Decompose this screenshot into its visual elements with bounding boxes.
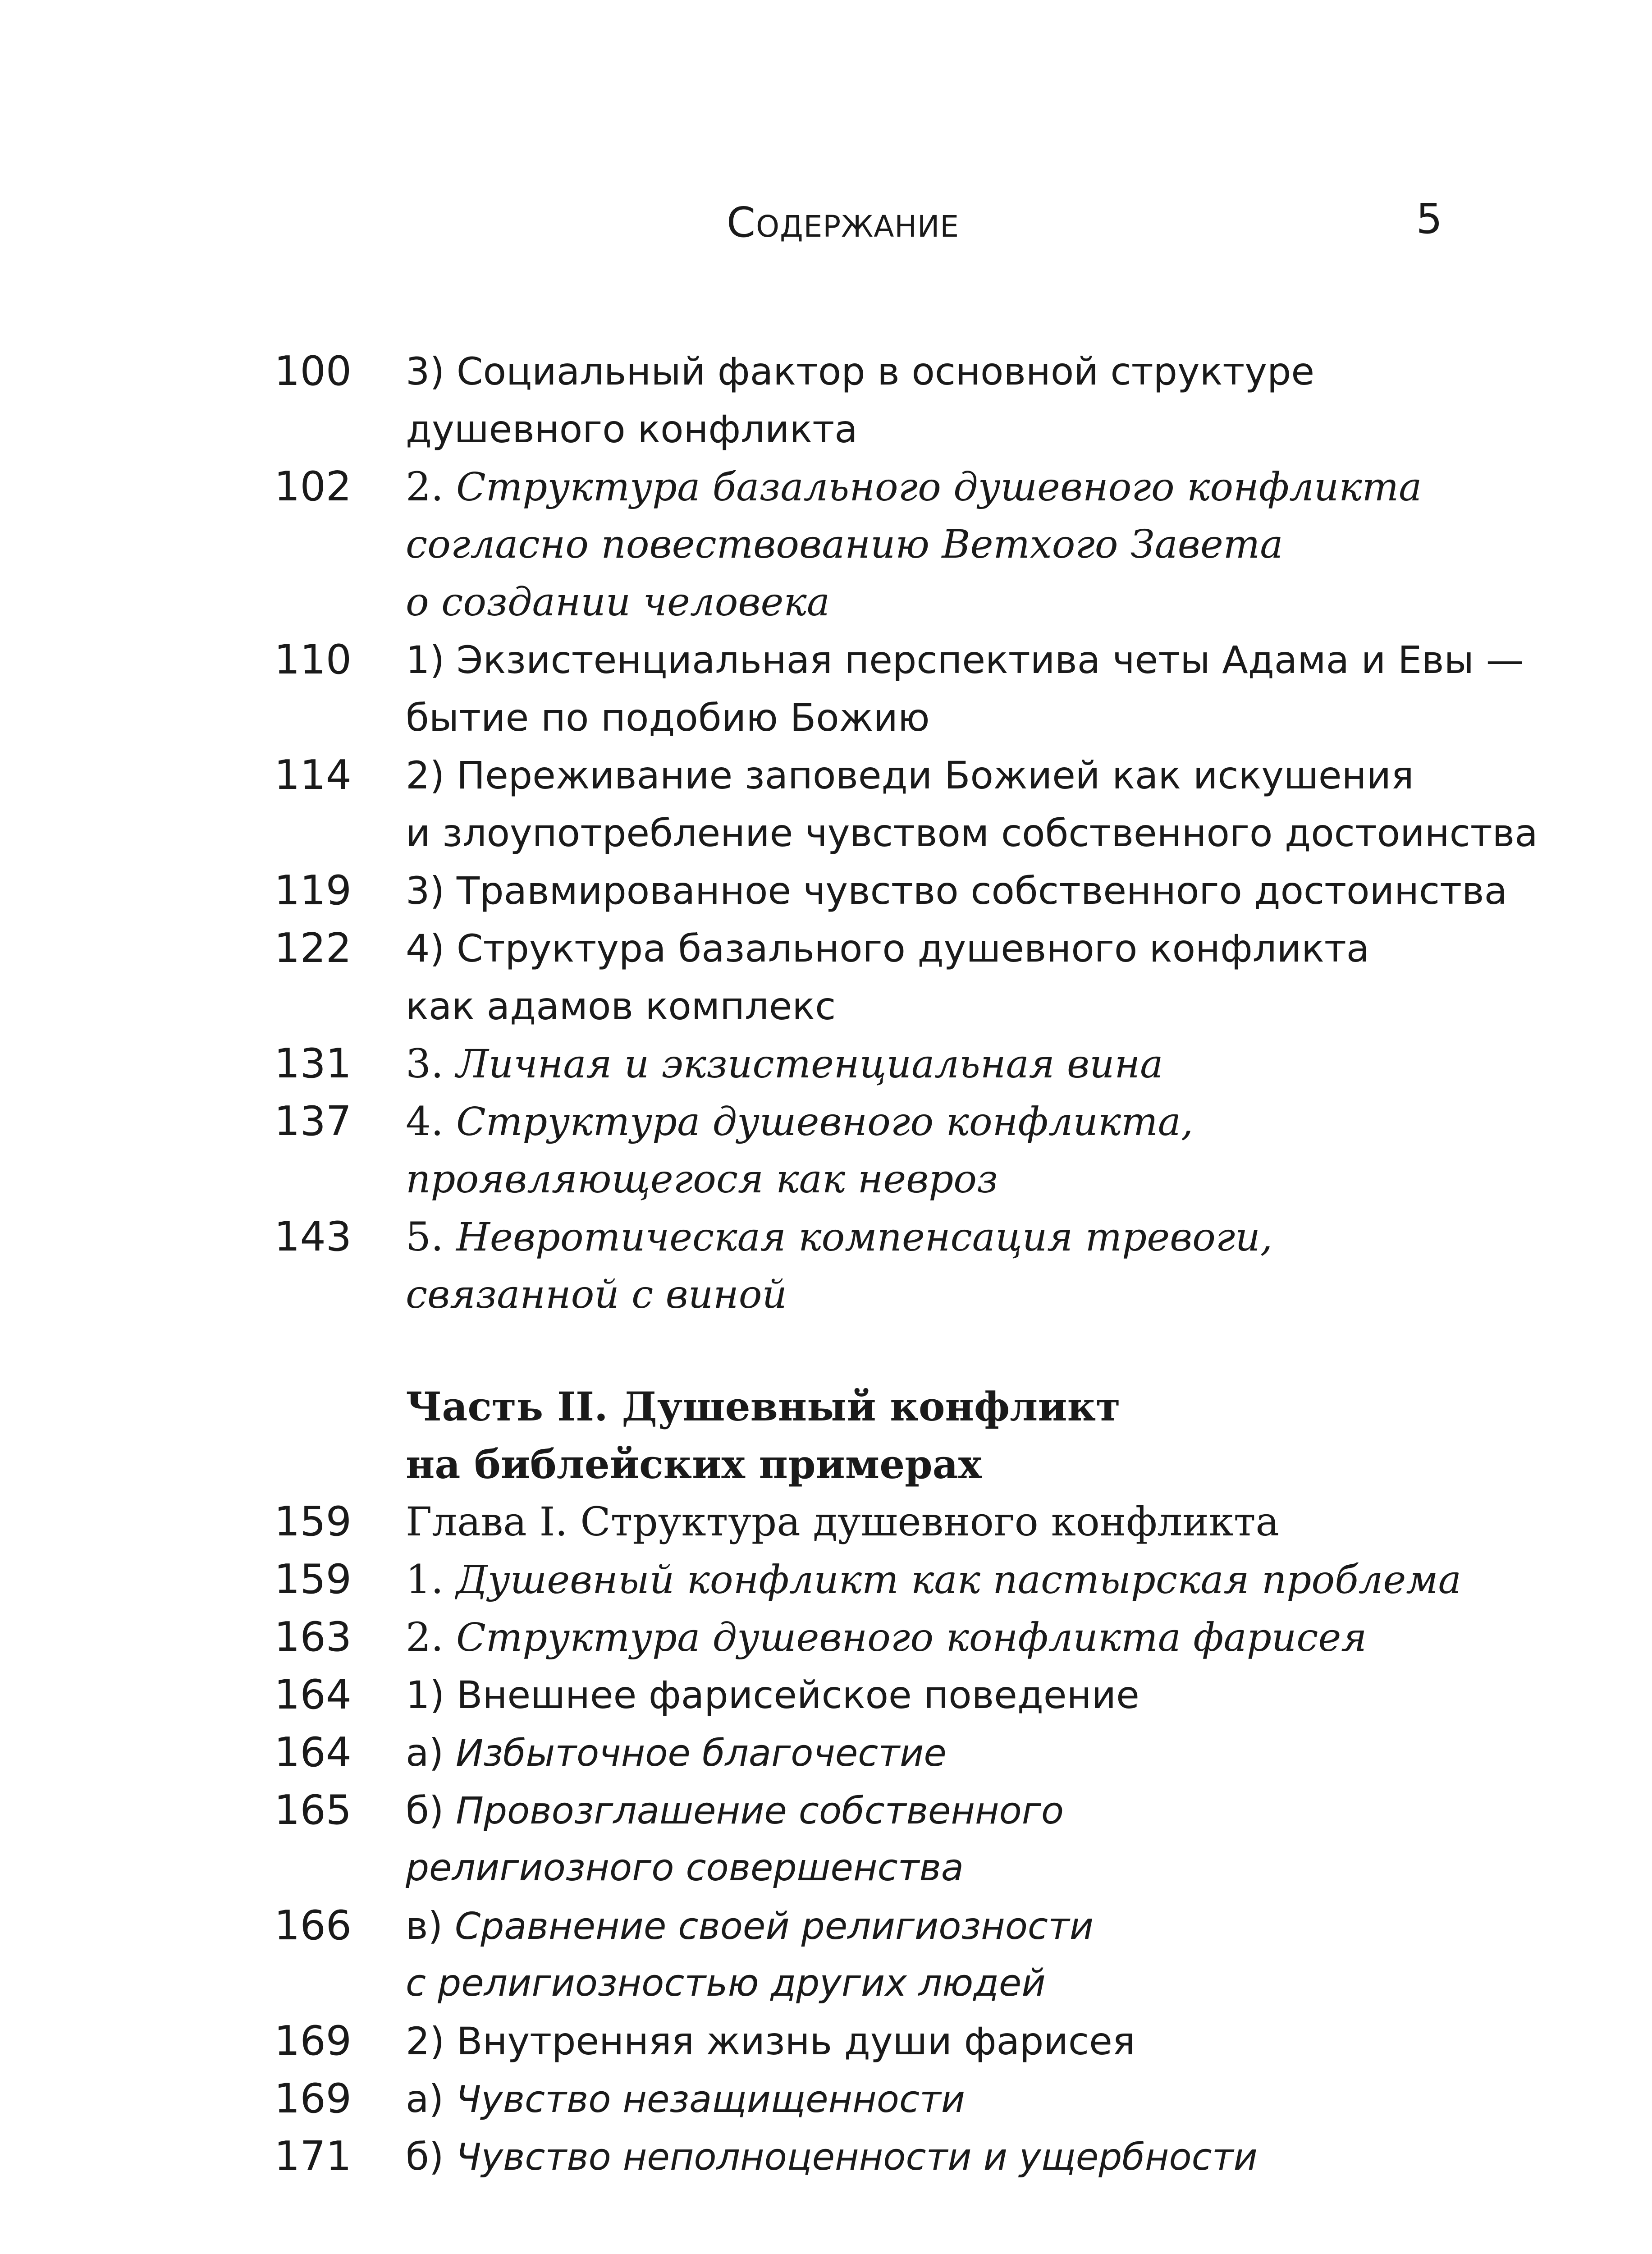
toc-entry-text: [406, 1551, 1533, 1608]
toc-entry-title: с религиозностью других людей: [406, 1962, 1046, 2005]
toc-page-number: 171: [274, 2133, 352, 2180]
toc-entry-line: [406, 747, 1538, 804]
toc-entry-title: Провозглашение собственного: [456, 1790, 1064, 1833]
toc-entry-title: 3) Травмированное чувство собственного достоинства: [406, 869, 1508, 913]
running-head-initial: С: [726, 198, 756, 247]
toc-entry-line: [406, 920, 1533, 977]
toc-entry-title: 1) Экзистенциальная перспектива четы Адама и Евы —: [406, 638, 1524, 682]
toc-entry: [234, 1782, 1533, 1897]
toc-page-number: 165: [274, 1787, 352, 1834]
toc-entry-text: [406, 2012, 1533, 2070]
toc-entry: [234, 1035, 1533, 1093]
toc-entry: [234, 1551, 1533, 1608]
toc-entry-text: [406, 1035, 1533, 1093]
page-number: 5: [1416, 195, 1442, 243]
table-of-contents: [234, 343, 1538, 2185]
toc-entry-title: Невротическая компенсация тревоги,: [456, 1215, 1273, 1260]
toc-entry-line: [406, 977, 1533, 1035]
toc-page-number: 102: [274, 463, 352, 510]
toc-entry: [234, 920, 1533, 1035]
toc-entry: [234, 747, 1538, 862]
toc-entry-title: 3) Социальный фактор в основной структуре: [406, 349, 1315, 394]
toc-page-number: 110: [274, 636, 352, 683]
toc-entry-line: [406, 1724, 1533, 1782]
toc-entry-text: [406, 2128, 1533, 2185]
toc-page-number: 164: [274, 1729, 352, 1776]
toc-page-number: 159: [274, 1498, 352, 1545]
toc-entry-line: [406, 862, 1533, 920]
toc-entry-line: [406, 1093, 1533, 1150]
toc-entry-title: Чувство неполноценности и ущербности: [456, 2136, 1258, 2179]
toc-entry-text: [406, 1608, 1533, 1666]
toc-entry-title: как адамов комплекс: [406, 984, 836, 1028]
toc-entry-text: [406, 458, 1533, 631]
toc-entry-line: [406, 2070, 1533, 2128]
toc-entry-title: 1) Внешнее фарисейское поведение: [406, 1673, 1139, 1717]
toc-entry-line: [406, 804, 1538, 862]
toc-entry-line: [406, 458, 1533, 516]
toc-entry: [234, 631, 1533, 747]
toc-entry-text: [406, 343, 1533, 458]
toc-entry-text: [406, 2070, 1533, 2128]
toc-page-number: 114: [274, 751, 352, 799]
toc-entry-title: Сравнение своей религиозности: [454, 1905, 1094, 1948]
toc-entry: [234, 862, 1533, 920]
toc-entry-text: [406, 1897, 1533, 2012]
toc-entry-title: проявляющегося как невроз: [406, 1157, 998, 1202]
toc-entry: [234, 2128, 1533, 2185]
toc-entry-number: 1.: [406, 1556, 456, 1603]
toc-entry-title: Душевный конфликт как пастырская проблема: [456, 1558, 1461, 1603]
toc-entry-line: [406, 1897, 1533, 1955]
toc-entry-line: [406, 516, 1533, 573]
toc-entry-text: [406, 747, 1538, 862]
toc-entry-title: Структура душевного конфликта,: [456, 1100, 1194, 1145]
toc-entry-number: а): [406, 1731, 456, 1775]
toc-page-number: 119: [274, 867, 352, 914]
toc-entry-text: [406, 631, 1533, 747]
part-heading: [406, 1378, 1533, 1493]
toc-entry-text: [406, 1093, 1533, 1208]
toc-entry-line: [406, 1266, 1533, 1324]
toc-page-number: 163: [274, 1613, 352, 1661]
toc-entry-line: [406, 343, 1533, 400]
toc-entry-line: [406, 1035, 1533, 1093]
toc-entry-title: Глава I. Структура душевного конфликта: [406, 1498, 1279, 1545]
toc-entry-title: 2) Внутренняя жизнь души фарисея: [406, 2019, 1135, 2063]
part-heading-line: на библейских примерах: [406, 1441, 982, 1488]
toc-entry-title: религиозного совершенства: [406, 1846, 964, 1889]
toc-entry-number: в): [406, 1904, 455, 1948]
toc-entry-title: душевного конфликта: [406, 407, 858, 451]
toc-entry-line: [406, 1955, 1533, 2012]
toc-page-number: 100: [274, 348, 352, 395]
toc-entry: [234, 1666, 1533, 1724]
part-heading-line: Часть II. Душевный конфликт: [406, 1383, 1121, 1430]
toc-entry: [234, 1208, 1533, 1324]
toc-entry-title: Личная и экзистенциальная вина: [456, 1042, 1163, 1087]
toc-entry-line: [406, 400, 1533, 458]
toc-entry-title: Избыточное благочестие: [455, 1732, 947, 1775]
toc-page-number: 164: [274, 1671, 352, 1718]
toc-page-number: 169: [274, 2017, 352, 2065]
toc-entry-line: [406, 2128, 1533, 2185]
toc-entry: [234, 2012, 1533, 2070]
toc-entry-line: [406, 1608, 1533, 1666]
toc-entry-number: 5.: [406, 1214, 456, 1260]
toc-page-number: 137: [274, 1098, 352, 1145]
toc-entry-number: а): [406, 2077, 456, 2121]
section-gap: [234, 1324, 1533, 1378]
toc-entry-line: [406, 1493, 1533, 1551]
toc-entry: [234, 2070, 1533, 2128]
toc-entry: [234, 1093, 1533, 1208]
toc-entry-text: [406, 1724, 1533, 1782]
toc-entry-line: [406, 1839, 1533, 1897]
toc-entry-title: Структура базального душевного конфликта: [456, 465, 1422, 510]
toc-entry: [234, 1608, 1533, 1666]
toc-page-number: 131: [274, 1040, 352, 1087]
toc-entry-number: 2.: [406, 463, 456, 510]
toc-page-number: 169: [274, 2075, 352, 2122]
toc-entry-text: [406, 1208, 1533, 1324]
toc-entry-number: 4.: [406, 1098, 456, 1145]
toc-entry: [234, 458, 1533, 631]
toc-entry: [234, 1724, 1533, 1782]
toc-entry-title: 2) Переживание заповеди Божией как искушения: [406, 753, 1414, 797]
toc-entry-line: [406, 1666, 1533, 1724]
toc-entry-title: Структура душевного конфликта фарисея: [456, 1615, 1367, 1660]
toc-entry-text: [406, 1782, 1533, 1897]
toc-entry-title: и злоупотребление чувством собственного достоинства: [406, 811, 1538, 855]
toc-entry-title: Чувство незащищенности: [455, 2078, 966, 2121]
toc-entry-line: [406, 573, 1533, 631]
toc-entry-text: [406, 1493, 1533, 1551]
running-head-rest: ОДЕРЖАНИЕ: [756, 209, 960, 244]
toc-entry: [234, 1493, 1533, 1551]
toc-entry-line: [406, 1782, 1533, 1839]
toc-entry-text: [406, 1666, 1533, 1724]
toc-entry-line: [406, 689, 1533, 747]
toc-entry-number: 3.: [406, 1040, 456, 1087]
toc-page-number: 143: [274, 1213, 352, 1260]
toc-entry-number: 2.: [406, 1614, 456, 1660]
toc-entry-text: [406, 862, 1533, 920]
toc-entry-number: б): [406, 1788, 456, 1833]
toc-entry-line: [406, 1551, 1533, 1608]
toc-entry-title: согласно повествованию Ветхого Завета: [406, 522, 1283, 567]
toc-entry-title: бытие по подобию Божию: [406, 696, 930, 740]
running-head: [640, 198, 1046, 247]
toc-entry-number: б): [406, 2135, 456, 2179]
toc-entry-line: [406, 2012, 1533, 2070]
toc-entry-title: связанной с виной: [406, 1272, 787, 1317]
toc-entry-line: [406, 1150, 1533, 1208]
toc-page-number: 122: [274, 925, 352, 972]
toc-entry-text: [406, 920, 1533, 1035]
toc-entry-line: [406, 631, 1533, 689]
toc-entry: [234, 1897, 1533, 2012]
toc-entry-line: [406, 1208, 1533, 1266]
toc-entry-title: 4) Структура базального душевного конфликта: [406, 926, 1370, 971]
toc-page-number: 159: [274, 1556, 352, 1603]
toc-entry-title: о создании человека: [406, 580, 830, 625]
toc-page-number: 166: [274, 1902, 352, 1949]
toc-entry: [234, 343, 1533, 458]
